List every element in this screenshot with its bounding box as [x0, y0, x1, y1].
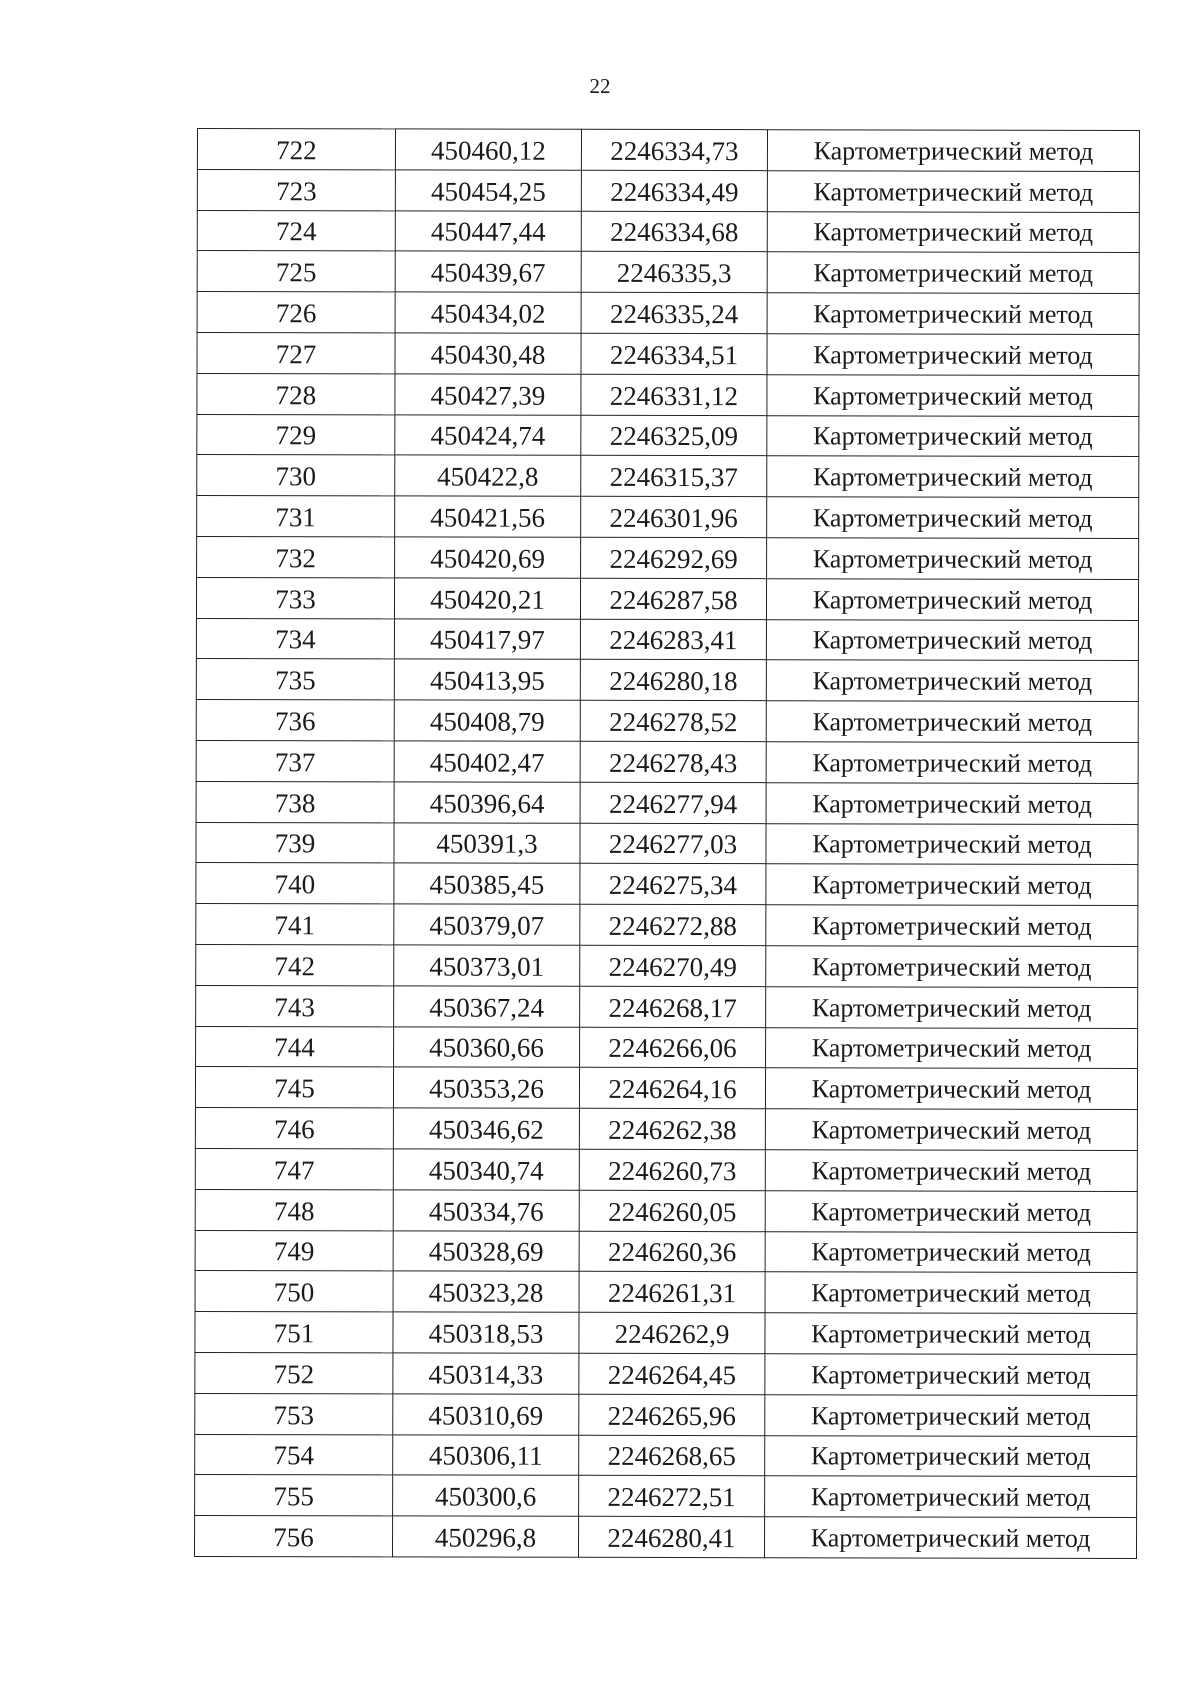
y-coordinate-cell: 2246268,17 — [580, 986, 766, 1027]
coordinates-table — [194, 128, 1140, 1559]
x-coordinate-cell: 450434,02 — [395, 292, 581, 333]
method-cell: Картометрический метод — [767, 374, 1139, 416]
y-coordinate-cell: 2246262,9 — [579, 1312, 765, 1353]
x-coordinate-cell: 450420,69 — [395, 537, 581, 578]
method-cell: Картометрический метод — [767, 252, 1139, 294]
table-row — [195, 1271, 1137, 1314]
y-coordinate-cell: 2246278,52 — [580, 700, 766, 741]
y-coordinate-cell: 2246334,51 — [581, 333, 767, 374]
x-coordinate-cell: 450420,21 — [394, 578, 580, 619]
x-coordinate-cell: 450454,25 — [395, 170, 581, 211]
x-coordinate-cell: 450300,6 — [393, 1475, 579, 1516]
table-row — [195, 1067, 1137, 1110]
x-coordinate-cell: 450424,74 — [395, 414, 581, 455]
point-number-cell: 744 — [196, 1026, 394, 1067]
x-coordinate-cell: 450310,69 — [393, 1394, 579, 1435]
y-coordinate-cell: 2246280,18 — [580, 660, 766, 701]
method-cell: Картометрический метод — [767, 170, 1139, 212]
point-number-cell: 729 — [197, 414, 395, 455]
x-coordinate-cell: 450385,45 — [394, 863, 580, 904]
method-cell: Картометрический метод — [765, 1231, 1137, 1273]
point-number-cell: 751 — [195, 1312, 393, 1353]
y-coordinate-cell: 2246334,68 — [581, 211, 767, 252]
point-number-cell: 737 — [196, 740, 394, 781]
method-cell: Картометрический метод — [766, 986, 1138, 1028]
y-coordinate-cell: 2246301,96 — [581, 496, 767, 537]
y-coordinate-cell: 2246264,16 — [579, 1068, 765, 1109]
point-number-cell: 727 — [197, 332, 395, 373]
x-coordinate-cell: 450353,26 — [393, 1067, 579, 1108]
x-coordinate-cell: 450396,64 — [394, 782, 580, 823]
x-coordinate-cell: 450447,44 — [395, 211, 581, 252]
x-coordinate-cell: 450340,74 — [393, 1149, 579, 1190]
y-coordinate-cell: 2246272,51 — [579, 1476, 765, 1517]
point-number-cell: 735 — [196, 659, 394, 700]
table-row — [195, 1434, 1137, 1477]
x-coordinate-cell: 450417,97 — [394, 618, 580, 659]
point-number-cell: 747 — [195, 1148, 393, 1189]
x-coordinate-cell: 450367,24 — [394, 986, 580, 1027]
coordinates-table-body — [195, 129, 1140, 1559]
method-cell: Картометрический метод — [766, 619, 1138, 661]
x-coordinate-cell: 450379,07 — [394, 904, 580, 945]
x-coordinate-cell: 450373,01 — [394, 945, 580, 986]
y-coordinate-cell: 2246335,24 — [581, 292, 767, 333]
table-row — [196, 781, 1138, 824]
table-row — [197, 169, 1139, 212]
x-coordinate-cell: 450360,66 — [394, 1026, 580, 1067]
point-number-cell: 726 — [197, 292, 395, 333]
point-number-cell: 728 — [197, 373, 395, 414]
method-cell: Картометрический метод — [766, 823, 1138, 865]
x-coordinate-cell: 450402,47 — [394, 741, 580, 782]
table-row — [197, 129, 1139, 172]
y-coordinate-cell: 2246292,69 — [581, 537, 767, 578]
method-cell: Картометрический метод — [765, 1517, 1137, 1559]
y-coordinate-cell: 2246280,41 — [579, 1516, 765, 1557]
point-number-cell: 741 — [196, 904, 394, 945]
x-coordinate-cell: 450323,28 — [393, 1271, 579, 1312]
y-coordinate-cell: 2246270,49 — [580, 945, 766, 986]
x-coordinate-cell: 450430,48 — [395, 333, 581, 374]
method-cell: Картометрический метод — [767, 456, 1139, 498]
x-coordinate-cell: 450314,33 — [393, 1353, 579, 1394]
point-number-cell: 756 — [195, 1516, 393, 1557]
method-cell: Картометрический метод — [765, 1476, 1137, 1518]
method-cell: Картометрический метод — [766, 701, 1138, 743]
point-number-cell: 740 — [196, 863, 394, 904]
point-number-cell: 750 — [195, 1271, 393, 1312]
y-coordinate-cell: 2246265,96 — [579, 1394, 765, 1435]
table-row — [195, 1475, 1137, 1518]
method-cell: Картометрический метод — [765, 1435, 1137, 1477]
y-coordinate-cell: 2246331,12 — [581, 374, 767, 415]
x-coordinate-cell: 450334,76 — [393, 1190, 579, 1231]
y-coordinate-cell: 2246334,73 — [581, 129, 767, 170]
method-cell: Картометрический метод — [765, 1313, 1137, 1355]
point-number-cell: 731 — [197, 496, 395, 537]
table-row — [197, 536, 1139, 579]
point-number-cell: 730 — [197, 455, 395, 496]
point-number-cell: 732 — [197, 536, 395, 577]
method-cell: Картометрический метод — [766, 1027, 1138, 1069]
table-row — [197, 496, 1139, 539]
y-coordinate-cell: 2246325,09 — [581, 415, 767, 456]
table-row — [197, 414, 1139, 457]
x-coordinate-cell: 450422,8 — [395, 455, 581, 496]
method-cell: Картометрический метод — [767, 211, 1139, 253]
table-row — [195, 1393, 1137, 1436]
y-coordinate-cell: 2246277,03 — [580, 823, 766, 864]
point-number-cell: 738 — [196, 781, 394, 822]
point-number-cell: 748 — [195, 1189, 393, 1230]
x-coordinate-cell: 450318,53 — [393, 1312, 579, 1353]
method-cell: Картометрический метод — [767, 334, 1139, 376]
x-coordinate-cell: 450391,3 — [394, 822, 580, 863]
table-row — [196, 904, 1138, 947]
table-row — [195, 1230, 1137, 1273]
point-number-cell: 722 — [197, 129, 395, 170]
table-row — [197, 373, 1139, 416]
y-coordinate-cell: 2246266,06 — [580, 1027, 766, 1068]
point-number-cell: 753 — [195, 1393, 393, 1434]
y-coordinate-cell: 2246275,34 — [580, 864, 766, 905]
table-row — [196, 740, 1138, 783]
point-number-cell: 734 — [196, 618, 394, 659]
y-coordinate-cell: 2246334,49 — [581, 170, 767, 211]
point-number-cell: 743 — [196, 985, 394, 1026]
y-coordinate-cell: 2246315,37 — [581, 456, 767, 497]
method-cell: Картометрический метод — [766, 578, 1138, 620]
table-row — [197, 210, 1139, 253]
point-number-cell: 733 — [196, 577, 394, 618]
y-coordinate-cell: 2246268,65 — [579, 1435, 765, 1476]
table-row — [195, 1312, 1137, 1355]
x-coordinate-cell: 450306,11 — [393, 1434, 579, 1475]
y-coordinate-cell: 2246264,45 — [579, 1353, 765, 1394]
table-row — [196, 863, 1138, 906]
method-cell: Картометрический метод — [767, 538, 1139, 580]
y-coordinate-cell: 2246287,58 — [580, 578, 766, 619]
method-cell: Картометрический метод — [765, 1190, 1137, 1232]
x-coordinate-cell: 450328,69 — [393, 1230, 579, 1271]
y-coordinate-cell: 2246283,41 — [580, 619, 766, 660]
point-number-cell: 736 — [196, 700, 394, 741]
x-coordinate-cell: 450346,62 — [393, 1108, 579, 1149]
y-coordinate-cell: 2246261,31 — [579, 1272, 765, 1313]
point-number-cell: 725 — [197, 251, 395, 292]
point-number-cell: 723 — [197, 169, 395, 210]
method-cell: Картометрический метод — [767, 415, 1139, 457]
method-cell: Картометрический метод — [766, 782, 1138, 824]
table-row — [196, 1026, 1138, 1069]
table-row — [195, 1516, 1137, 1559]
table-row — [195, 1352, 1137, 1395]
y-coordinate-cell: 2246277,94 — [580, 782, 766, 823]
x-coordinate-cell: 450439,67 — [395, 251, 581, 292]
method-cell: Картометрический метод — [765, 1068, 1137, 1110]
method-cell: Картометрический метод — [765, 1354, 1137, 1396]
table-row — [196, 577, 1138, 620]
point-number-cell: 746 — [195, 1108, 393, 1149]
x-coordinate-cell: 450460,12 — [395, 129, 581, 170]
point-number-cell: 724 — [197, 210, 395, 251]
method-cell: Картометрический метод — [766, 946, 1138, 988]
page-number: 22 — [589, 74, 611, 98]
x-coordinate-cell: 450408,79 — [394, 700, 580, 741]
table-row — [196, 944, 1138, 987]
y-coordinate-cell: 2246260,05 — [579, 1190, 765, 1231]
point-number-cell: 749 — [195, 1230, 393, 1271]
table-row — [195, 1189, 1137, 1232]
method-cell: Картометрический метод — [766, 905, 1138, 947]
point-number-cell: 754 — [195, 1434, 393, 1475]
table-row — [196, 659, 1138, 702]
y-coordinate-cell: 2246335,3 — [581, 252, 767, 293]
method-cell: Картометрический метод — [765, 1150, 1137, 1192]
table-row — [197, 251, 1139, 294]
x-coordinate-cell: 450296,8 — [393, 1516, 579, 1557]
table-row — [196, 700, 1138, 743]
point-number-cell: 739 — [196, 822, 394, 863]
point-number-cell: 752 — [195, 1352, 393, 1393]
point-number-cell: 745 — [195, 1067, 393, 1108]
method-cell: Картометрический метод — [765, 1272, 1137, 1314]
y-coordinate-cell: 2246272,88 — [580, 904, 766, 945]
method-cell: Картометрический метод — [765, 1394, 1137, 1436]
method-cell: Картометрический метод — [766, 864, 1138, 906]
point-number-cell: 742 — [196, 944, 394, 985]
table-row — [196, 618, 1138, 661]
table-row — [195, 1148, 1137, 1191]
table-row — [197, 455, 1139, 498]
y-coordinate-cell: 2246262,38 — [579, 1108, 765, 1149]
table-row — [197, 332, 1139, 375]
table-row — [195, 1108, 1137, 1151]
table-row — [196, 985, 1138, 1028]
x-coordinate-cell: 450427,39 — [395, 374, 581, 415]
table-row — [196, 822, 1138, 865]
point-number-cell: 755 — [195, 1475, 393, 1516]
method-cell: Картометрический метод — [767, 130, 1139, 172]
y-coordinate-cell: 2246260,36 — [579, 1231, 765, 1272]
method-cell: Картометрический метод — [767, 497, 1139, 539]
method-cell: Картометрический метод — [766, 660, 1138, 702]
method-cell: Картометрический метод — [766, 742, 1138, 784]
y-coordinate-cell: 2246278,43 — [580, 741, 766, 782]
table-row — [197, 292, 1139, 335]
y-coordinate-cell: 2246260,73 — [579, 1149, 765, 1190]
method-cell: Картометрический метод — [767, 293, 1139, 335]
x-coordinate-cell: 450421,56 — [395, 496, 581, 537]
method-cell: Картометрический метод — [765, 1109, 1137, 1151]
x-coordinate-cell: 450413,95 — [394, 659, 580, 700]
